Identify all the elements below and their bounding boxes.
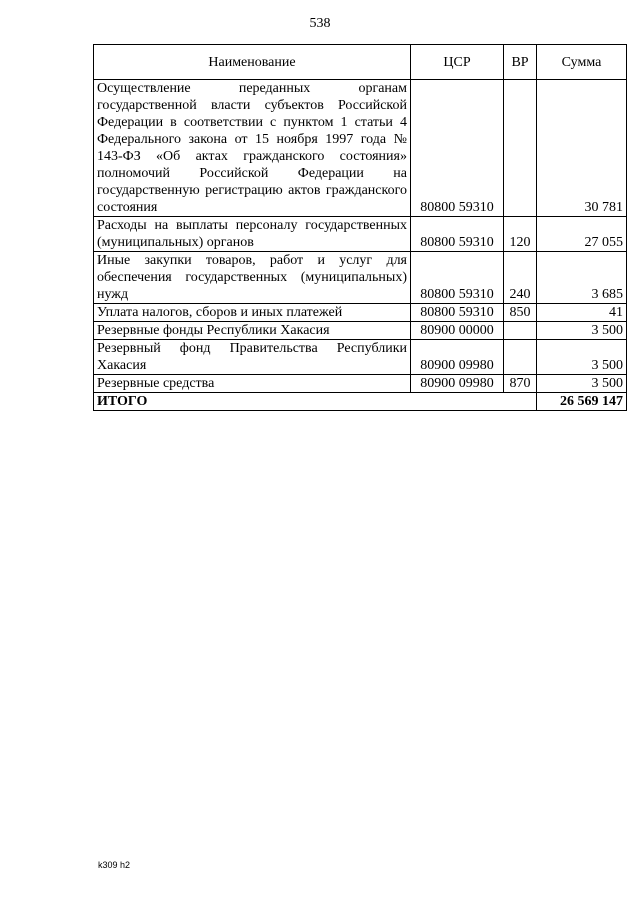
row-sum: 3 500 <box>537 322 627 340</box>
row-vr: 870 <box>504 375 537 393</box>
row-name: Резервный фонд Правительства Республики Хакасия <box>94 340 411 375</box>
row-name: Осуществление переданных органам государственной власти субъектов Российской Федерации в соответствии с пунктом 1 статьи 4 Федерального закона от 15 ноября 1997 года № 143-ФЗ «Об актах гражданского состояния» полномочий Российской Федерации на государственную регистрацию актов гражданского состояния <box>94 80 411 217</box>
row-vr <box>504 322 537 340</box>
row-vr: 120 <box>504 217 537 252</box>
row-name: Уплата налогов, сборов и иных платежей <box>94 304 411 322</box>
row-csr: 80900 09980 <box>411 375 504 393</box>
header-name: Наименование <box>94 45 411 80</box>
table-row <box>94 217 627 252</box>
total-label: ИТОГО <box>94 393 537 411</box>
table-row <box>94 375 627 393</box>
row-name: Расходы на выплаты персоналу государственных (муниципальных) органов <box>94 217 411 252</box>
total-sum: 26 569 147 <box>537 393 627 411</box>
row-sum: 27 055 <box>537 217 627 252</box>
row-csr: 80800 59310 <box>411 217 504 252</box>
row-csr: 80800 59310 <box>411 252 504 304</box>
total-row <box>94 393 627 411</box>
row-name: Резервные фонды Республики Хакасия <box>94 322 411 340</box>
table-row <box>94 322 627 340</box>
row-sum: 41 <box>537 304 627 322</box>
row-name: Резервные средства <box>94 375 411 393</box>
header-csr: ЦСР <box>411 45 504 80</box>
row-name: Иные закупки товаров, работ и услуг для обеспечения государственных (муниципальных) нужд <box>94 252 411 304</box>
page-number: 538 <box>309 16 331 31</box>
row-vr: 850 <box>504 304 537 322</box>
row-sum: 30 781 <box>537 80 627 217</box>
budget-table <box>93 44 627 411</box>
row-sum: 3 500 <box>537 340 627 375</box>
row-vr <box>504 80 537 217</box>
table-row <box>94 80 627 217</box>
footer-code: k309 h2 <box>98 860 131 870</box>
header-vr: ВР <box>504 45 537 80</box>
row-vr <box>504 340 537 375</box>
header-sum: Сумма <box>537 45 627 80</box>
row-csr: 80800 59310 <box>411 304 504 322</box>
row-vr: 240 <box>504 252 537 304</box>
row-sum: 3 500 <box>537 375 627 393</box>
row-csr: 80800 59310 <box>411 80 504 217</box>
table-row <box>94 252 627 304</box>
table-row <box>94 340 627 375</box>
row-csr: 80900 00000 <box>411 322 504 340</box>
table-row <box>94 304 627 322</box>
table-header-row <box>94 45 627 80</box>
row-sum: 3 685 <box>537 252 627 304</box>
row-csr: 80900 09980 <box>411 340 504 375</box>
